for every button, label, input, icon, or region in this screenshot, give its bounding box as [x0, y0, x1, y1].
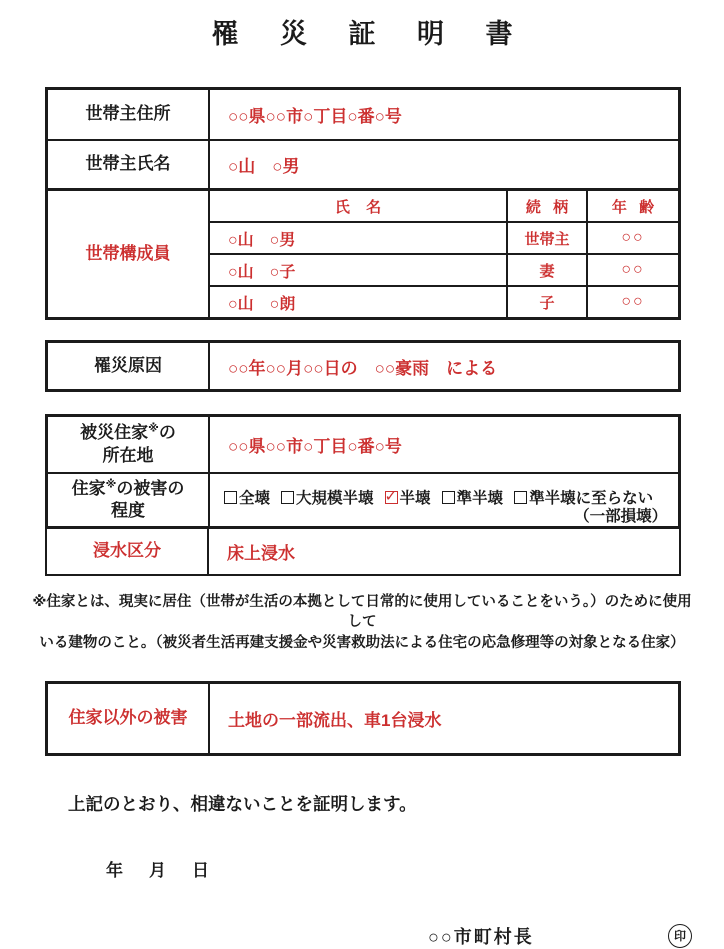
- damaged-house-location-row: [48, 417, 678, 472]
- members-col-name: 氏 名: [334, 198, 388, 216]
- mayor-title: ○○市町村長: [428, 926, 534, 947]
- non-house-damage-label: 住家以外の被害: [48, 684, 210, 753]
- checkbox-checked-icon[interactable]: [385, 491, 398, 504]
- flood-classification-label: 浸水区分: [47, 529, 209, 574]
- damage-option-hankai[interactable]: ✓ 半壊: [385, 486, 431, 508]
- disaster-cause-label: 罹災原因: [48, 343, 210, 389]
- member-row: [210, 253, 678, 285]
- household-members-grid: [210, 191, 678, 317]
- damaged-house-location-value: ○○県○○市○丁目○番○号: [228, 437, 402, 456]
- non-house-damage-table: [45, 681, 681, 756]
- householder-address-row: [48, 90, 678, 139]
- disaster-cause-table: [45, 340, 681, 392]
- damage-option-jun-hankai[interactable]: 準半壊: [442, 486, 504, 508]
- damaged-house-location-label: 被災住家※の 所在地: [48, 417, 210, 472]
- date-line: [106, 856, 724, 881]
- damaged-house-table: [45, 414, 681, 529]
- household-members-section: [48, 188, 678, 317]
- non-house-damage-value: 土地の一部流出、車1台浸水: [228, 710, 442, 730]
- disaster-cause-value: ○○年○○月○○日の ○○豪雨 による: [228, 358, 498, 378]
- member-age: ○○: [586, 255, 678, 285]
- signature-line: [0, 923, 724, 949]
- certification-statement: 上記のとおり、相違ないことを証明します。: [68, 793, 417, 814]
- checkbox-unchecked-icon[interactable]: [442, 491, 455, 504]
- damage-level-row: [48, 472, 678, 526]
- member-age: ○○: [586, 287, 678, 317]
- householder-name-row: [48, 139, 678, 188]
- members-col-age: 年 齢: [586, 191, 678, 221]
- householder-address-value: ○○県○○市○丁目○番○号: [228, 107, 402, 126]
- date-year-label: 年: [106, 860, 123, 880]
- damage-option-zenkai[interactable]: 全壊: [224, 486, 270, 508]
- member-row: [210, 221, 678, 253]
- damage-level-options: [210, 474, 678, 526]
- damage-option-sub-label: （一部損壊）: [574, 508, 668, 525]
- member-relation: 子: [506, 287, 586, 317]
- householder-name-value: ○山 ○男: [228, 157, 300, 176]
- non-house-damage-row: [48, 684, 678, 753]
- member-age: ○○: [586, 223, 678, 253]
- household-members-label: 世帯構成員: [48, 191, 210, 317]
- flood-classification-row: [45, 529, 681, 576]
- note-line-1: ※住家とは、現実に居住（世帯が生活の本拠として日常的に使用していることをいう。）のために使用して: [32, 594, 692, 631]
- householder-address-label: 世帯主住所: [48, 90, 210, 139]
- member-row: [210, 285, 678, 317]
- member-relation: 妻: [506, 255, 586, 285]
- seal-stamp-icon: 印: [668, 924, 692, 948]
- kome-mark: ※: [148, 422, 159, 435]
- checkbox-unchecked-icon[interactable]: [514, 491, 527, 504]
- date-day-label: 日: [192, 860, 209, 880]
- checkbox-unchecked-icon[interactable]: [224, 491, 237, 504]
- householder-name-label: 世帯主氏名: [48, 141, 210, 188]
- note-line-2: いる建物のこと。（被災者生活再建支援金や災害救助法による住宅の応急修理等の対象となる住家）: [39, 634, 685, 651]
- damage-level-label: 住家※の被害の 程度: [48, 474, 210, 526]
- flood-classification-value: 床上浸水: [227, 544, 295, 563]
- kome-mark: ※: [105, 478, 117, 491]
- householder-table: [45, 87, 681, 320]
- disaster-cause-row: [48, 343, 678, 389]
- page-title: 罹 災 証 明 書: [211, 19, 530, 49]
- member-name: ○山 ○朗: [228, 295, 296, 313]
- house-definition-note: [26, 592, 698, 653]
- damage-option-daikibo-hankai[interactable]: 大規模半壊: [281, 486, 374, 508]
- damage-option-jun-hankai-ni-itaranai[interactable]: 準半壊に至らない （一部損壊）: [514, 486, 667, 526]
- date-month-label: 月: [149, 860, 166, 880]
- checkbox-unchecked-icon[interactable]: [281, 491, 294, 504]
- member-name: ○山 ○男: [228, 231, 296, 249]
- member-name: ○山 ○子: [228, 263, 296, 281]
- member-relation: 世帯主: [506, 223, 586, 253]
- members-header-row: [210, 191, 678, 221]
- members-col-relation: 続 柄: [506, 191, 586, 221]
